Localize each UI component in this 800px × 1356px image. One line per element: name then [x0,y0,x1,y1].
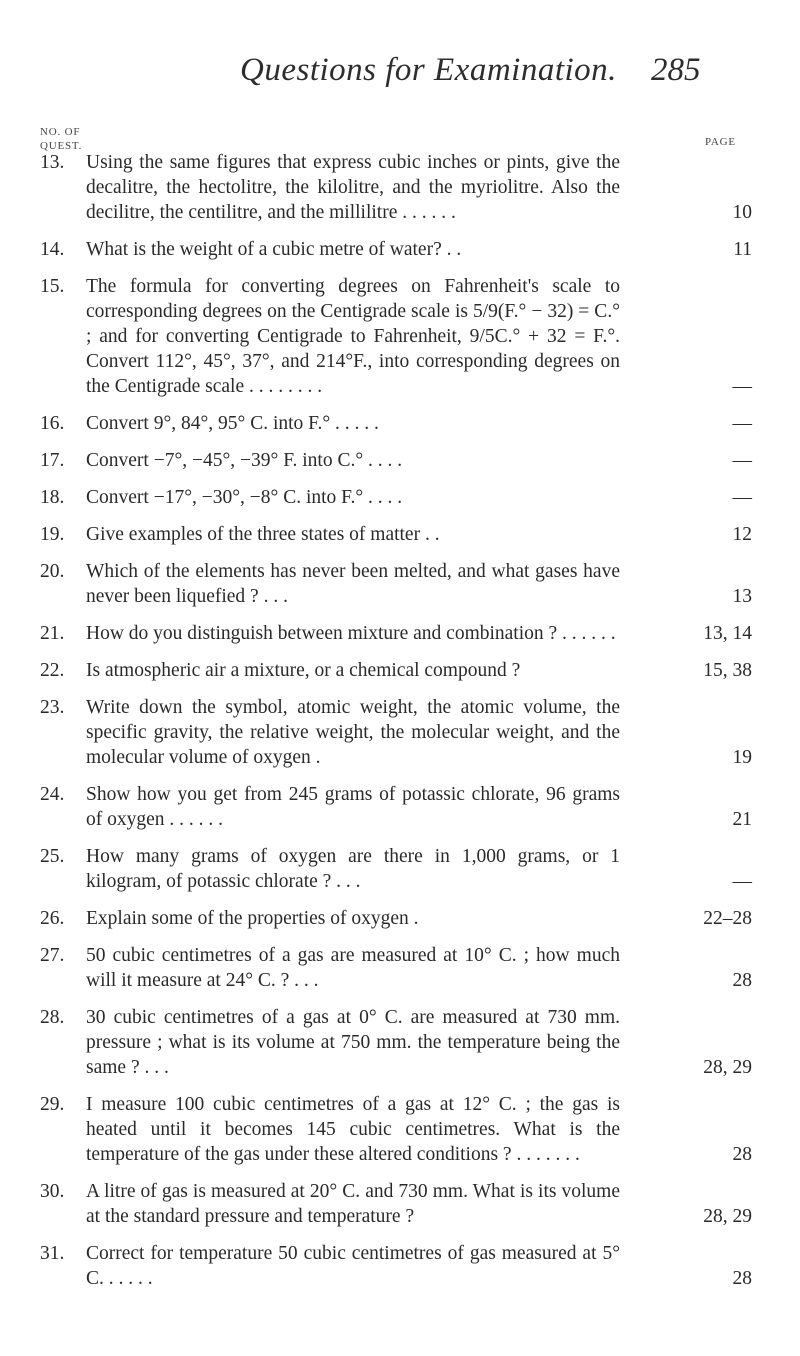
page-reference: 28 [732,970,752,991]
page-reference: 10 [732,202,752,223]
page-reference: — [732,487,752,508]
question-number: 28. [40,1007,65,1028]
question-item [0,695,800,770]
page-reference: — [732,871,752,892]
question-number: 23. [40,697,65,718]
page-reference: 22–28 [703,908,752,929]
question-item [0,1241,800,1291]
question-text: How do you distinguish between mixture and combination ? . . . . . . [86,623,616,644]
question-text: I measure 100 cubic centimetres of a gas at 12° C. ; the gas is heated until it becomes 145 cubic centimetres. What is the temperature of the gas under these altered conditions ? . . . . . . . [86,1094,620,1165]
page-reference: 28 [732,1268,752,1289]
question-text: Convert 9°, 84°, 95° C. into F.° . . . . . [86,413,379,434]
question-item [0,485,800,510]
question-item [0,1005,800,1080]
question-item [0,411,800,436]
question-text: Give examples of the three states of matter . . [86,524,440,545]
question-number: 25. [40,846,65,867]
question-number: 14. [40,239,65,260]
page-reference: 11 [733,239,752,260]
question-text: 50 cubic centimetres of a gas are measured at 10° C. ; how much will it measure at 24° C. ? . . . [86,945,620,991]
page-reference: — [732,413,752,434]
question-number: 30. [40,1181,65,1202]
column-heading-page: PAGE [705,136,736,148]
question-item [0,150,800,225]
page-reference: 28, 29 [703,1206,752,1227]
question-text: 30 cubic centimetres of a gas at 0° C. are measured at 730 mm. pressure ; what is its volume at 750 mm. the temperature being the same ? . . . [86,1007,620,1078]
page-reference: — [732,450,752,471]
question-text: Is atmospheric air a mixture, or a chemical compound ? [86,660,521,681]
question-item [0,448,800,473]
question-number: 13. [40,152,65,173]
page-reference: 15, 38 [703,660,752,681]
question-text: What is the weight of a cubic metre of water? . . [86,239,462,260]
page-reference: 28 [732,1144,752,1165]
question-item [0,559,800,609]
question-item [0,522,800,547]
question-number: 18. [40,487,65,508]
question-text: Explain some of the properties of oxygen . [86,908,419,929]
question-text: Using the same figures that express cubic inches or pints, give the decalitre, the hectolitre, the kilolitre, and the myriolitre. Also the decilitre, the centilitre, and the millilitre . . . . . . [86,152,620,223]
question-number: 31. [40,1243,65,1264]
page-reference: 13, 14 [703,623,752,644]
question-text: Write down the symbol, atomic weight, the atomic volume, the specific gravity, the relative weight, the molecular weight, and the molecular volume of oxygen . [86,697,620,768]
question-number: 17. [40,450,65,471]
question-number: 15. [40,276,65,297]
question-item [0,906,800,931]
question-item [0,844,800,894]
question-number: 27. [40,945,65,966]
question-item [0,943,800,993]
question-text: The formula for converting degrees on Fahrenheit's scale to corresponding degrees on the Centigrade scale is 5/9(F.° − 32) = C.° ; and for converting Centigrade to Fahrenheit, 9/5C.° + 32 = F.°. Convert 112°, 45°, 37°, and 214°F., into corresponding degrees on the Centigrade scale . . . . . . . . [86,276,620,397]
question-text: How many grams of oxygen are there in 1,000 grams, or 1 kilogram, of potassic chlorate ? . . . [86,846,620,892]
question-item [0,274,800,399]
question-text: Which of the elements has never been melted, and what gases have never been liquefied ? . . . [86,561,620,607]
page-reference: — [732,376,752,397]
page-header [0,52,800,112]
question-number: 16. [40,413,65,434]
question-item [0,237,800,262]
page-number: 285 [651,52,701,88]
page-reference: 21 [732,809,752,830]
page-reference: 28, 29 [703,1057,752,1078]
question-list [0,150,800,1303]
question-text: Convert −7°, −45°, −39° F. into C.° . . . . [86,450,403,471]
question-text: Show how you get from 245 grams of potassic chlorate, 96 grams of oxygen . . . . . . [86,784,620,830]
question-text: Correct for temperature 50 cubic centimetres of gas measured at 5° C. . . . . . [86,1243,620,1289]
question-number: 26. [40,908,65,929]
question-item [0,782,800,832]
question-item [0,621,800,646]
column-heading-question-number: NO. OF QUEST. [40,126,83,152]
page-reference: 13 [732,586,752,607]
question-number: 19. [40,524,65,545]
question-text: Convert −17°, −30°, −8° C. into F.° . . . . [86,487,403,508]
question-item [0,1179,800,1229]
question-number: 20. [40,561,65,582]
question-number: 21. [40,623,65,644]
page-reference: 19 [732,747,752,768]
question-number: 22. [40,660,65,681]
running-title: Questions for Examination. [240,52,617,88]
question-item [0,1092,800,1167]
page-reference: 12 [732,524,752,545]
question-text: A litre of gas is measured at 20° C. and 730 mm. What is its volume at the standard pressure and temperature ? [86,1181,620,1227]
question-item [0,658,800,683]
question-number: 29. [40,1094,65,1115]
question-number: 24. [40,784,65,805]
